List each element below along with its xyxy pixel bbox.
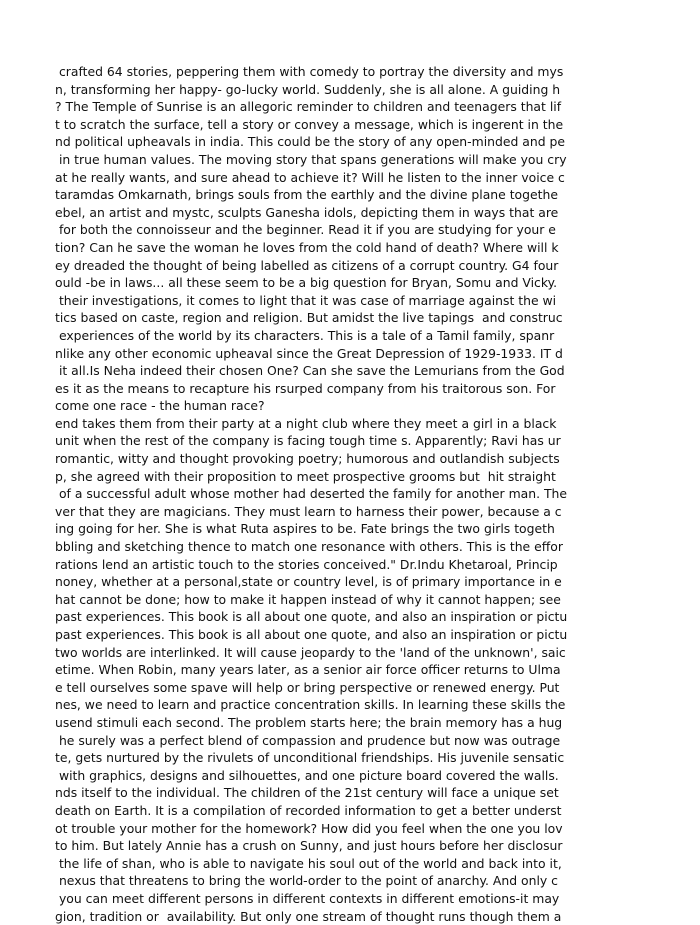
text-line: to him. But lately Annie has a crush on Sunny, and just hours before her disclosur: [55, 837, 569, 855]
text-line: usend stimuli each second. The problem starts here; the brain memory has a hug: [55, 714, 569, 732]
text-line: unit when the rest of the company is facing tough time s. Apparently; Ravi has ur: [55, 432, 569, 450]
text-line: ver that they are magicians. They must learn to harness their power, because a c: [55, 503, 569, 521]
text-line: you can meet different persons in different contexts in different emotions-it may: [55, 890, 569, 908]
text-line: ot trouble your mother for the homework? How did you feel when the one you lov: [55, 820, 569, 838]
body-text: [55, 63, 569, 925]
text-line: ould -be in laws... all these seem to be a big question for Bryan, Somu and Vicky.: [55, 274, 569, 292]
text-line: e tell ourselves some spave will help or bring perspective or renewed energy. Put: [55, 679, 569, 697]
text-line: ebel, an artist and mystc, sculpts Ganesha idols, depicting them in ways that are: [55, 204, 569, 222]
text-line: in true human values. The moving story that spans generations will make you cry: [55, 151, 569, 169]
text-line: romantic, witty and thought provoking poetry; humorous and outlandish subjects: [55, 450, 569, 468]
text-line: two worlds are interlinked. It will cause jeopardy to the 'land of the unknown', saic: [55, 644, 569, 662]
text-line: es it as the means to recapture his rsurped company from his traitorous son. For: [55, 380, 569, 398]
text-line: ing going for her. She is what Ruta aspires to be. Fate brings the two girls togeth: [55, 520, 569, 538]
text-line: nlike any other economic upheaval since the Great Depression of 1929-1933. IT d: [55, 345, 569, 363]
text-line: gion, tradition or availability. But only one stream of thought runs though them a: [55, 908, 569, 925]
text-line: their investigations, it comes to light that it was case of marriage against the wi: [55, 292, 569, 310]
text-line: end takes them from their party at a night club where they meet a girl in a black: [55, 415, 569, 433]
text-line: n, transforming her happy- go-lucky world. Suddenly, she is all alone. A guiding h: [55, 81, 569, 99]
text-line: tics based on caste, region and religion. But amidst the live tapings and construc: [55, 309, 569, 327]
text-line: death on Earth. It is a compilation of recorded information to get a better underst: [55, 802, 569, 820]
text-line: tion? Can he save the woman he loves from the cold hand of death? Where will k: [55, 239, 569, 257]
text-line: te, gets nurtured by the rivulets of unconditional friendships. His juvenile sensatic: [55, 749, 569, 767]
text-line: nexus that threatens to bring the world-order to the point of anarchy. And only c: [55, 872, 569, 890]
text-line: past experiences. This book is all about one quote, and also an inspiration or pictu: [55, 608, 569, 626]
text-line: past experiences. This book is all about one quote, and also an inspiration or pictu: [55, 626, 569, 644]
text-line: nds itself to the individual. The children of the 21st century will face a unique set: [55, 784, 569, 802]
text-line: p, she agreed with their proposition to meet prospective grooms but hit straight: [55, 468, 569, 486]
text-line: ? The Temple of Sunrise is an allegoric reminder to children and teenagers that lif: [55, 98, 569, 116]
text-line: t to scratch the surface, tell a story or convey a message, which is ingerent in the: [55, 116, 569, 134]
text-line: he surely was a perfect blend of compassion and prudence but now was outrage: [55, 732, 569, 750]
text-line: crafted 64 stories, peppering them with comedy to portray the diversity and mys: [55, 63, 569, 81]
text-line: it all.Is Neha indeed their chosen One? Can she save the Lemurians from the God: [55, 362, 569, 380]
text-line: rations lend an artistic touch to the stories conceived." Dr.Indu Khetaroal, Princip: [55, 556, 569, 574]
text-line: at he really wants, and sure ahead to achieve it? Will he listen to the inner voice c: [55, 169, 569, 187]
text-line: experiences of the world by its characters. This is a tale of a Tamil family, spanr: [55, 327, 569, 345]
text-line: bbling and sketching thence to match one resonance with others. This is the effor: [55, 538, 569, 556]
text-line: the life of shan, who is able to navigate his soul out of the world and back into it,: [55, 855, 569, 873]
text-line: taramdas Omkarnath, brings souls from the earthly and the divine plane togethe: [55, 186, 569, 204]
text-line: of a successful adult whose mother had deserted the family for another man. The: [55, 485, 569, 503]
text-line: come one race - the human race?: [55, 397, 569, 415]
text-line: etime. When Robin, many years later, as a senior air force officer returns to Ulma: [55, 661, 569, 679]
text-line: nes, we need to learn and practice concentration skills. In learning these skills the: [55, 696, 569, 714]
text-line: hat cannot be done; how to make it happen instead of why it cannot happen; see: [55, 591, 569, 609]
text-line: for both the connoisseur and the beginner. Read it if you are studying for your e: [55, 221, 569, 239]
text-line: nd political upheavals in india. This could be the story of any open-minded and pe: [55, 133, 569, 151]
text-line: ey dreaded the thought of being labelled as citizens of a corrupt country. G4 four: [55, 257, 569, 275]
text-line: with graphics, designs and silhouettes, and one picture board covered the walls.: [55, 767, 569, 785]
text-line: noney, whether at a personal,state or country level, is of primary importance in e: [55, 573, 569, 591]
